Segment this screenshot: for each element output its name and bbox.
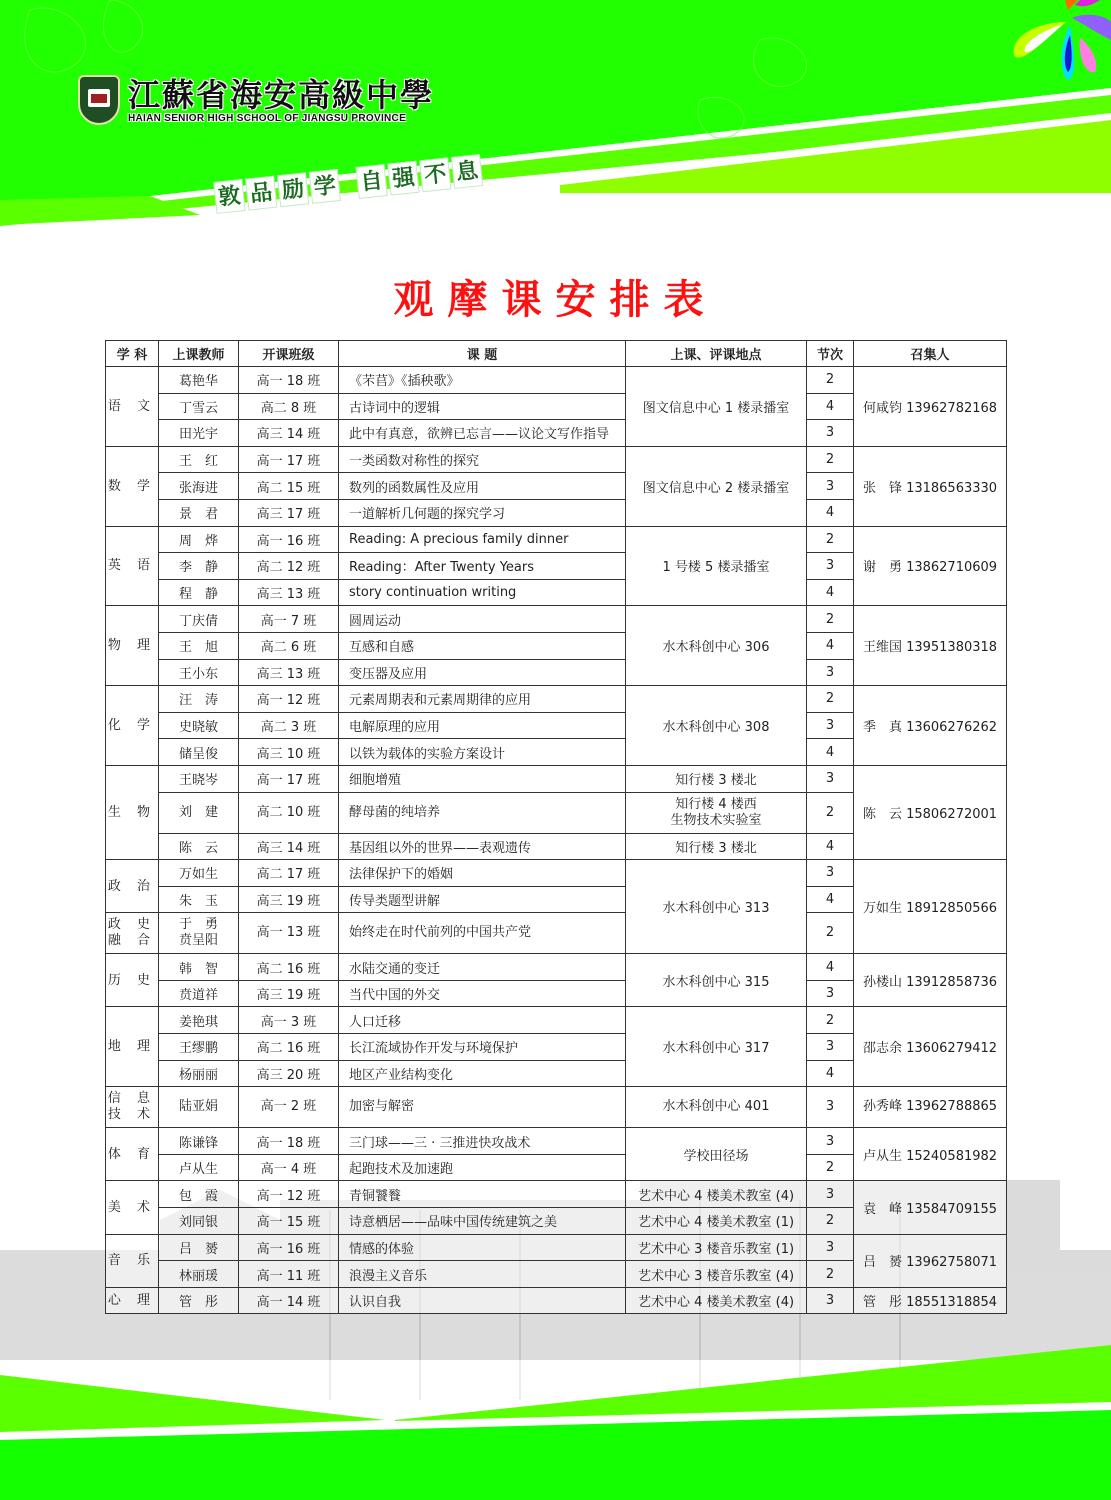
- table-row: [106, 860, 1007, 887]
- class-cell: 高一 12 班: [239, 686, 339, 713]
- table-row: [106, 686, 1007, 713]
- header-convener: 召集人: [854, 341, 1007, 367]
- school-name-cn: 江蘇省海安高級中學: [128, 75, 435, 114]
- motto-gap: [341, 167, 356, 198]
- teacher-cell: [159, 913, 239, 954]
- teacher-cell: 王 红: [159, 446, 239, 473]
- topic-cell: 人口迁移: [339, 1007, 626, 1034]
- teacher-cell: 林丽瑗: [159, 1261, 239, 1288]
- location-cell: 学校田径场: [626, 1128, 807, 1181]
- convener-cell: 袁 峰 13584709155: [854, 1181, 1007, 1234]
- topic-cell: 圆周运动: [339, 606, 626, 633]
- period-cell: 4: [807, 579, 854, 606]
- location-cell: 1 号楼 5 楼录播室: [626, 526, 807, 606]
- topic-cell: 水陆交通的变迁: [339, 954, 626, 981]
- period-cell: 3: [807, 1234, 854, 1261]
- motto-char: 自: [356, 164, 388, 199]
- period-cell: 3: [807, 1287, 854, 1314]
- class-cell: 高二 3 班: [239, 712, 339, 739]
- teacher-cell: 姜艳琪: [159, 1007, 239, 1034]
- schedule-table: [105, 340, 1007, 1314]
- period-cell: 4: [807, 632, 854, 659]
- class-cell: 高二 15 班: [239, 473, 339, 500]
- topic-cell: 法律保护下的婚姻: [339, 860, 626, 887]
- topic-cell: 电解原理的应用: [339, 712, 626, 739]
- location-cell: 艺术中心 3 楼音乐教室 (4): [626, 1261, 807, 1288]
- teacher-cell: 储呈俊: [159, 739, 239, 766]
- subject-cell: 化 学: [106, 686, 159, 766]
- class-cell: 高一 3 班: [239, 1007, 339, 1034]
- period-cell: 2: [807, 1007, 854, 1034]
- period-cell: 3: [807, 1034, 854, 1061]
- teacher-cell: 管 彤: [159, 1287, 239, 1314]
- period-cell: 2: [807, 446, 854, 473]
- convener-cell: 孙秀峰 13962788865: [854, 1087, 1007, 1128]
- location-line: 知行楼 4 楼西: [675, 796, 757, 812]
- topic-cell: 《芣苢》《插秧歌》: [339, 367, 626, 394]
- subject-cell: 历 史: [106, 954, 159, 1007]
- topic-cell: 古诗词中的逻辑: [339, 393, 626, 420]
- teacher-cell: 朱 玉: [159, 886, 239, 913]
- table-row: [106, 367, 1007, 394]
- table-header-row: [106, 341, 1007, 367]
- topic-cell: Reading: A precious family dinner: [339, 526, 626, 553]
- convener-cell: 陈 云 15806272001: [854, 765, 1007, 859]
- motto-char: 不: [419, 157, 451, 192]
- location-cell: 艺术中心 4 楼美术教室 (1): [626, 1208, 807, 1235]
- topic-cell: 加密与解密: [339, 1087, 626, 1128]
- class-cell: 高三 13 班: [239, 579, 339, 606]
- topic-cell: 以铁为载体的实验方案设计: [339, 739, 626, 766]
- teacher-cell: 周 烨: [159, 526, 239, 553]
- period-cell: 3: [807, 980, 854, 1007]
- class-cell: 高三 14 班: [239, 833, 339, 860]
- topic-cell: 细胞增殖: [339, 765, 626, 792]
- topic-cell: 起跑技术及加速跑: [339, 1154, 626, 1181]
- class-cell: 高一 17 班: [239, 446, 339, 473]
- period-cell: 3: [807, 420, 854, 447]
- subject-cell: 美 术: [106, 1181, 159, 1234]
- location-cell: [626, 792, 807, 833]
- period-cell: 3: [807, 553, 854, 580]
- subject-cell: 政 治: [106, 860, 159, 913]
- convener-cell: 王维国 13951380318: [854, 606, 1007, 686]
- topic-cell: 青铜饕餮: [339, 1181, 626, 1208]
- topic-cell: 此中有真意，欲辨已忘言——议论文写作指导: [339, 420, 626, 447]
- subject-cell: 体 育: [106, 1128, 159, 1181]
- subject-line: 技 术: [107, 1107, 157, 1123]
- teacher-cell: 王缪鹏: [159, 1034, 239, 1061]
- teacher-cell: 王晓岑: [159, 765, 239, 792]
- period-cell: 4: [807, 954, 854, 981]
- convener-cell: 张 锋 13186563330: [854, 446, 1007, 526]
- location-line: 生物技术实验室: [670, 812, 762, 828]
- topic-cell: 一道解析几何题的探究学习: [339, 499, 626, 526]
- location-cell: 水木科创中心 317: [626, 1007, 807, 1087]
- teacher-cell: 万如生: [159, 860, 239, 887]
- convener-cell: 邵志余 13606279412: [854, 1007, 1007, 1087]
- location-cell: 图文信息中心 1 楼录播室: [626, 367, 807, 447]
- period-cell: 2: [807, 606, 854, 633]
- topic-cell: 互感和自感: [339, 632, 626, 659]
- location-cell: 图文信息中心 2 楼录播室: [626, 446, 807, 526]
- class-cell: 高二 8 班: [239, 393, 339, 420]
- location-cell: 艺术中心 3 楼音乐教室 (1): [626, 1234, 807, 1261]
- topic-cell: 地区产业结构变化: [339, 1060, 626, 1087]
- subject-cell: 地 理: [106, 1007, 159, 1087]
- topic-cell: 诗意栖居——品味中国传统建筑之美: [339, 1208, 626, 1235]
- period-cell: 4: [807, 739, 854, 766]
- teacher-cell: 韩 智: [159, 954, 239, 981]
- period-cell: 2: [807, 686, 854, 713]
- class-cell: 高一 16 班: [239, 526, 339, 553]
- class-cell: 高三 14 班: [239, 420, 339, 447]
- convener-cell: 管 彤 18551318854: [854, 1287, 1007, 1314]
- period-cell: 4: [807, 1060, 854, 1087]
- period-cell: 2: [807, 792, 854, 833]
- topic-cell: 酵母菌的纯培养: [339, 792, 626, 833]
- location-cell: 知行楼 3 楼北: [626, 765, 807, 792]
- teacher-cell: 丁雪云: [159, 393, 239, 420]
- topic-cell: 传导类题型讲解: [339, 886, 626, 913]
- subject-cell: 英 语: [106, 526, 159, 606]
- class-cell: 高三 19 班: [239, 886, 339, 913]
- subject-cell: 语 文: [106, 367, 159, 447]
- teacher-cell: 陆亚娟: [159, 1087, 239, 1128]
- subject-cell: 音 乐: [106, 1234, 159, 1287]
- location-cell: 水木科创中心 313: [626, 860, 807, 954]
- class-cell: 高一 14 班: [239, 1287, 339, 1314]
- teacher-cell: 程 静: [159, 579, 239, 606]
- header-location: 上课、评课地点: [626, 341, 807, 367]
- location-cell: 水木科创中心 315: [626, 954, 807, 1007]
- table-row: [106, 1234, 1007, 1261]
- period-cell: 3: [807, 659, 854, 686]
- convener-cell: 何咸钧 13962782168: [854, 367, 1007, 447]
- subject-cell: [106, 1087, 159, 1128]
- class-cell: 高一 17 班: [239, 765, 339, 792]
- class-cell: 高二 10 班: [239, 792, 339, 833]
- class-cell: 高三 17 班: [239, 499, 339, 526]
- teacher-cell: 吕 赟: [159, 1234, 239, 1261]
- subject-cell: [106, 913, 159, 954]
- motto-char: 励: [277, 172, 309, 207]
- convener-cell: 万如生 18912850566: [854, 860, 1007, 954]
- teacher-cell: 李 静: [159, 553, 239, 580]
- topic-cell: 长江流域协作开发与环境保护: [339, 1034, 626, 1061]
- class-cell: 高二 16 班: [239, 954, 339, 981]
- class-cell: 高一 2 班: [239, 1087, 339, 1128]
- topic-cell: 当代中国的外交: [339, 980, 626, 1007]
- teacher-cell: 卢从生: [159, 1154, 239, 1181]
- page-title: 观摩课安排表: [393, 277, 718, 323]
- table-row: [106, 526, 1007, 553]
- subject-cell: 生 物: [106, 765, 159, 859]
- teacher-cell: 张海进: [159, 473, 239, 500]
- school-name-en: HAIAN SENIOR HIGH SCHOOL OF JIANGSU PROVINCE: [128, 112, 407, 124]
- period-cell: 4: [807, 833, 854, 860]
- teacher-cell: 汪 涛: [159, 686, 239, 713]
- teacher-cell: 田光宇: [159, 420, 239, 447]
- subject-cell: 数 学: [106, 446, 159, 526]
- period-cell: 2: [807, 1208, 854, 1235]
- topic-cell: Reading：After Twenty Years: [339, 553, 626, 580]
- motto-char: 强: [387, 161, 419, 196]
- class-cell: 高一 13 班: [239, 913, 339, 954]
- subject-cell: 心 理: [106, 1287, 159, 1314]
- teacher-cell: 王小东: [159, 659, 239, 686]
- subject-line: 信 息: [107, 1091, 157, 1107]
- convener-cell: 谢 勇 13862710609: [854, 526, 1007, 606]
- class-cell: 高一 7 班: [239, 606, 339, 633]
- school-crest-icon: [78, 75, 120, 125]
- table-row: [106, 446, 1007, 473]
- table-row: [106, 765, 1007, 792]
- teacher-cell: 王 旭: [159, 632, 239, 659]
- teacher-line: 贲呈阳: [178, 933, 218, 949]
- teacher-cell: 丁庆倩: [159, 606, 239, 633]
- period-cell: 3: [807, 473, 854, 500]
- location-cell: 艺术中心 4 楼美术教室 (4): [626, 1181, 807, 1208]
- convener-cell: 孙楼山 13912858736: [854, 954, 1007, 1007]
- school-logo: [78, 75, 434, 125]
- period-cell: 3: [807, 860, 854, 887]
- topic-cell: story continuation writing: [339, 579, 626, 606]
- period-cell: 2: [807, 1261, 854, 1288]
- table-row: [106, 1087, 1007, 1128]
- class-cell: 高三 19 班: [239, 980, 339, 1007]
- header-topic: 课 题: [339, 341, 626, 367]
- table-row: [106, 1128, 1007, 1155]
- class-cell: 高三 20 班: [239, 1060, 339, 1087]
- motto-char: 息: [451, 154, 483, 189]
- table-row: [106, 1287, 1007, 1314]
- teacher-cell: 刘 建: [159, 792, 239, 833]
- teacher-cell: 刘同银: [159, 1208, 239, 1235]
- table-row: [106, 1181, 1007, 1208]
- motto-char: 学: [309, 169, 341, 204]
- period-cell: 2: [807, 367, 854, 394]
- class-cell: 高一 12 班: [239, 1181, 339, 1208]
- class-cell: 高一 4 班: [239, 1154, 339, 1181]
- class-cell: 高一 16 班: [239, 1234, 339, 1261]
- period-cell: 4: [807, 499, 854, 526]
- topic-cell: 始终走在时代前列的中国共产党: [339, 913, 626, 954]
- topic-cell: 认识自我: [339, 1287, 626, 1314]
- class-cell: 高一 11 班: [239, 1261, 339, 1288]
- teacher-line: 于 勇: [178, 917, 218, 933]
- period-cell: 2: [807, 913, 854, 954]
- teacher-cell: 葛艳华: [159, 367, 239, 394]
- header-class: 开课班级: [239, 341, 339, 367]
- motto-char: 品: [245, 176, 277, 211]
- header-period: 节次: [807, 341, 854, 367]
- class-cell: 高二 17 班: [239, 860, 339, 887]
- table-row: [106, 1007, 1007, 1034]
- period-cell: 3: [807, 1128, 854, 1155]
- class-cell: 高一 18 班: [239, 1128, 339, 1155]
- class-cell: 高二 16 班: [239, 1034, 339, 1061]
- period-cell: 3: [807, 1087, 854, 1128]
- period-cell: 2: [807, 526, 854, 553]
- period-cell: 2: [807, 1154, 854, 1181]
- period-cell: 3: [807, 765, 854, 792]
- class-cell: 高二 12 班: [239, 553, 339, 580]
- period-cell: 4: [807, 393, 854, 420]
- header-teacher: 上课教师: [159, 341, 239, 367]
- teacher-cell: 贲道祥: [159, 980, 239, 1007]
- table-row: [106, 606, 1007, 633]
- location-cell: 水木科创中心 308: [626, 686, 807, 766]
- topic-cell: 元素周期表和元素周期律的应用: [339, 686, 626, 713]
- topic-cell: 基因组以外的世界——表观遗传: [339, 833, 626, 860]
- topic-cell: 数列的函数属性及应用: [339, 473, 626, 500]
- topic-cell: 三门球——三 · 三推进快攻战术: [339, 1128, 626, 1155]
- topic-cell: 浪漫主义音乐: [339, 1261, 626, 1288]
- motto-char: 敦: [213, 179, 245, 214]
- teacher-cell: 包 霞: [159, 1181, 239, 1208]
- convener-cell: 卢从生 15240581982: [854, 1128, 1007, 1181]
- topic-cell: 情感的体验: [339, 1234, 626, 1261]
- location-cell: 水木科创中心 306: [626, 606, 807, 686]
- subject-line: 融 合: [107, 933, 157, 949]
- table-row: [106, 954, 1007, 981]
- period-cell: 3: [807, 1181, 854, 1208]
- teacher-cell: 陈谦锋: [159, 1128, 239, 1155]
- teacher-cell: 景 君: [159, 499, 239, 526]
- class-cell: 高一 18 班: [239, 367, 339, 394]
- class-cell: 高一 15 班: [239, 1208, 339, 1235]
- subject-cell: 物 理: [106, 606, 159, 686]
- class-cell: 高二 6 班: [239, 632, 339, 659]
- subject-line: 政 史: [107, 917, 157, 933]
- location-cell: 艺术中心 4 楼美术教室 (4): [626, 1287, 807, 1314]
- teacher-cell: 杨丽丽: [159, 1060, 239, 1087]
- convener-cell: 吕 赟 13962758071: [854, 1234, 1007, 1287]
- class-cell: 高三 10 班: [239, 739, 339, 766]
- convener-cell: 季 真 13606276262: [854, 686, 1007, 766]
- teacher-cell: 陈 云: [159, 833, 239, 860]
- teacher-cell: 史晓敏: [159, 712, 239, 739]
- header-subject: 学 科: [106, 341, 159, 367]
- location-cell: 知行楼 3 楼北: [626, 833, 807, 860]
- location-cell: 水木科创中心 401: [626, 1087, 807, 1128]
- class-cell: 高三 13 班: [239, 659, 339, 686]
- period-cell: 4: [807, 886, 854, 913]
- period-cell: 3: [807, 712, 854, 739]
- topic-cell: 一类函数对称性的探究: [339, 446, 626, 473]
- topic-cell: 变压器及应用: [339, 659, 626, 686]
